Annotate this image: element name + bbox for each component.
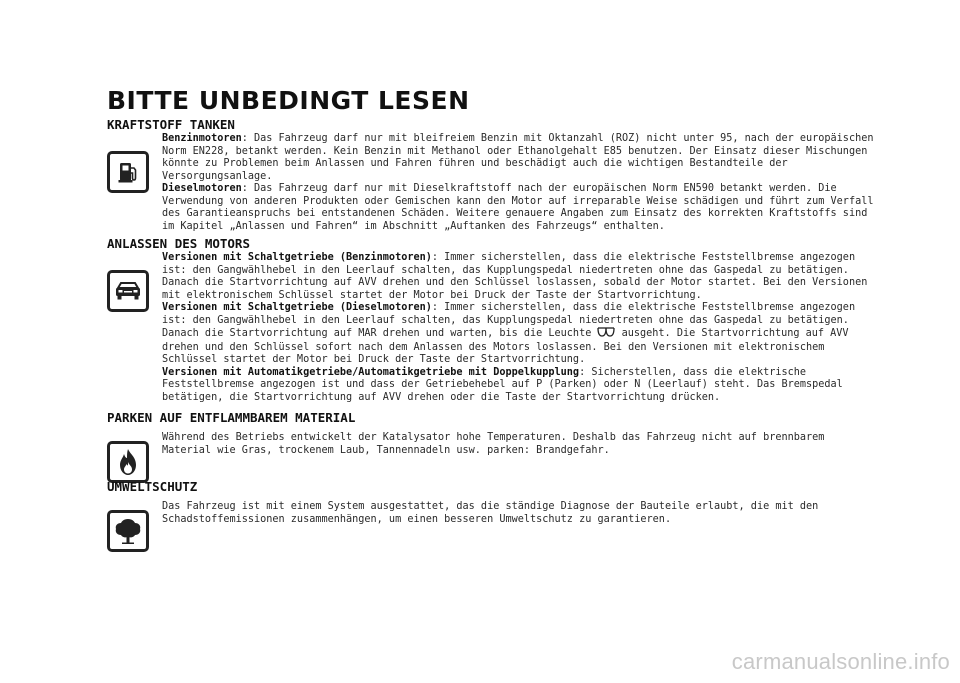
section-heading-start: ANLASSEN DES MOTORS	[107, 236, 250, 251]
fuel-pump-icon	[107, 151, 149, 193]
tree-icon	[107, 510, 149, 552]
section-text-start	[162, 252, 877, 404]
paragraph-manual-diesel	[162, 302, 877, 367]
section-start	[107, 236, 877, 404]
paragraph-manual-petrol	[162, 252, 877, 302]
label-diesel: Dieselmotoren	[162, 183, 242, 194]
paragraph-parking: Während des Betriebs entwickelt der Katalysator hohe Temperaturen. Deshalb das Fahrzeug nicht auf brennbarem Material wie Gras, trockenem Laub, Tannennadeln usw. parken: Brandgefahr.	[162, 432, 825, 456]
section-heading-parking: PARKEN AUF ENTFLAMMBAREM MATERIAL	[107, 410, 356, 425]
paragraph-environment: Das Fahrzeug ist mit einem System ausgestattet, das die ständige Diagnose der Bauteile erlaubt, die mit den Schadstoffemissionen zusammenhängen, um einen besseren Umweltschutz zu garantieren.	[162, 501, 819, 525]
car-icon	[107, 270, 149, 312]
section-heading-environment: UMWELTSCHUTZ	[107, 479, 198, 494]
section-environment	[107, 479, 877, 526]
paragraph-petrol	[162, 133, 877, 183]
paragraph-automatic	[162, 367, 877, 405]
paragraph-diesel	[162, 183, 877, 233]
label-petrol: Benzinmotoren	[162, 133, 242, 144]
text-petrol: : Das Fahrzeug darf nur mit bleifreiem Benzin mit Oktanzahl (ROZ) nicht unter 95, nach der europäischen Norm EN228, betankt werden. Kein Benzin mit Methanol oder Ethanolgehalt E85 benutzen. Der Einsatz dieser Mischungen könnte zu Problemen beim Anlassen und Fahren führen und beschädigt auch die wichtigen Bestandteile der Versorgungsanlage.	[162, 133, 874, 182]
page-title: BITTE UNBEDINGT LESEN	[107, 86, 470, 115]
flame-icon	[107, 441, 149, 483]
text-manual-petrol: : Immer sicherstellen, dass die elektrische Feststellbremse angezogen ist: den Gangwählhebel in den Leerlauf schalten, das Kupplungspedal niedertreten ohne das Gaspedal zu betätigen. Danach die Startvorrichtung auf AVV drehen und den Schlüssel loslassen, sobald der Motor startet. Bei den Versionen mit elektronischem Schlüssel startet der Motor bei Druck der Taste der Startvorrichtung.	[162, 252, 868, 301]
section-parking	[107, 410, 877, 457]
section-text-parking	[162, 426, 877, 457]
text-manual-diesel-a: : Immer sicherstellen, dass die elektrische Feststellbremse angezogen ist: den Gangwählhebel in den Leerlauf schalten, das Kupplungspedal niedertreten ohne das Gaspedal zu betätigen. Danach die Startvorrichtung auf MAR drehen und warten, bis die Leuchte	[162, 302, 856, 339]
section-text-environment	[162, 495, 877, 526]
section-text-fuel	[162, 133, 877, 233]
text-automatic: : Sicherstellen, dass die elektrische Feststellbremse angezogen ist und dass der Getriebehebel auf P (Parken) oder N (Leerlauf) steht. Das Bremspedal betätigen, die Startvorrichtung auf AVV drehen oder die Taste der Startvorrichtung drücken.	[162, 366, 843, 403]
watermark: carmanualsonline.info	[731, 649, 950, 674]
section-heading-fuel: KRAFTSTOFF TANKEN	[107, 117, 235, 132]
label-manual-petrol: Versionen mit Schaltgetriebe (Benzinmotoren)	[162, 252, 432, 263]
section-fuel	[107, 117, 877, 233]
text-manual-diesel-b: ausgeht. Die Startvorrichtung auf AVV drehen und den Schlüssel sofort nach dem Anlassen des Motors loslassen. Bei den Versionen mit elektronischem Schlüssel startet der Motor bei Druck der Taste der Startvorrichtung.	[162, 328, 849, 365]
glow-plug-warning-icon	[597, 327, 615, 342]
text-diesel: : Das Fahrzeug darf nur mit Dieselkraftstoff nach der europäischen Norm EN590 betankt werden. Die Verwendung von anderen Produkten oder Gemischen kann den Motor auf irreparable Weise schädigen und führt zum Verfall des Garantieanspruchs bei entstandenen Schäden. Weitere genauere Angaben zum Einsatz des korrekten Kraftstoffs sind im Kapitel „Anlassen und Fahren“ im Abschnitt „Auftanken des Fahrzeugs“ enthalten.	[162, 183, 874, 232]
label-automatic: Versionen mit Automatikgetriebe/Automatikgetriebe mit Doppelkupplung	[162, 366, 580, 378]
label-manual-diesel: Versionen mit Schaltgetriebe (Dieselmotoren)	[162, 302, 432, 313]
